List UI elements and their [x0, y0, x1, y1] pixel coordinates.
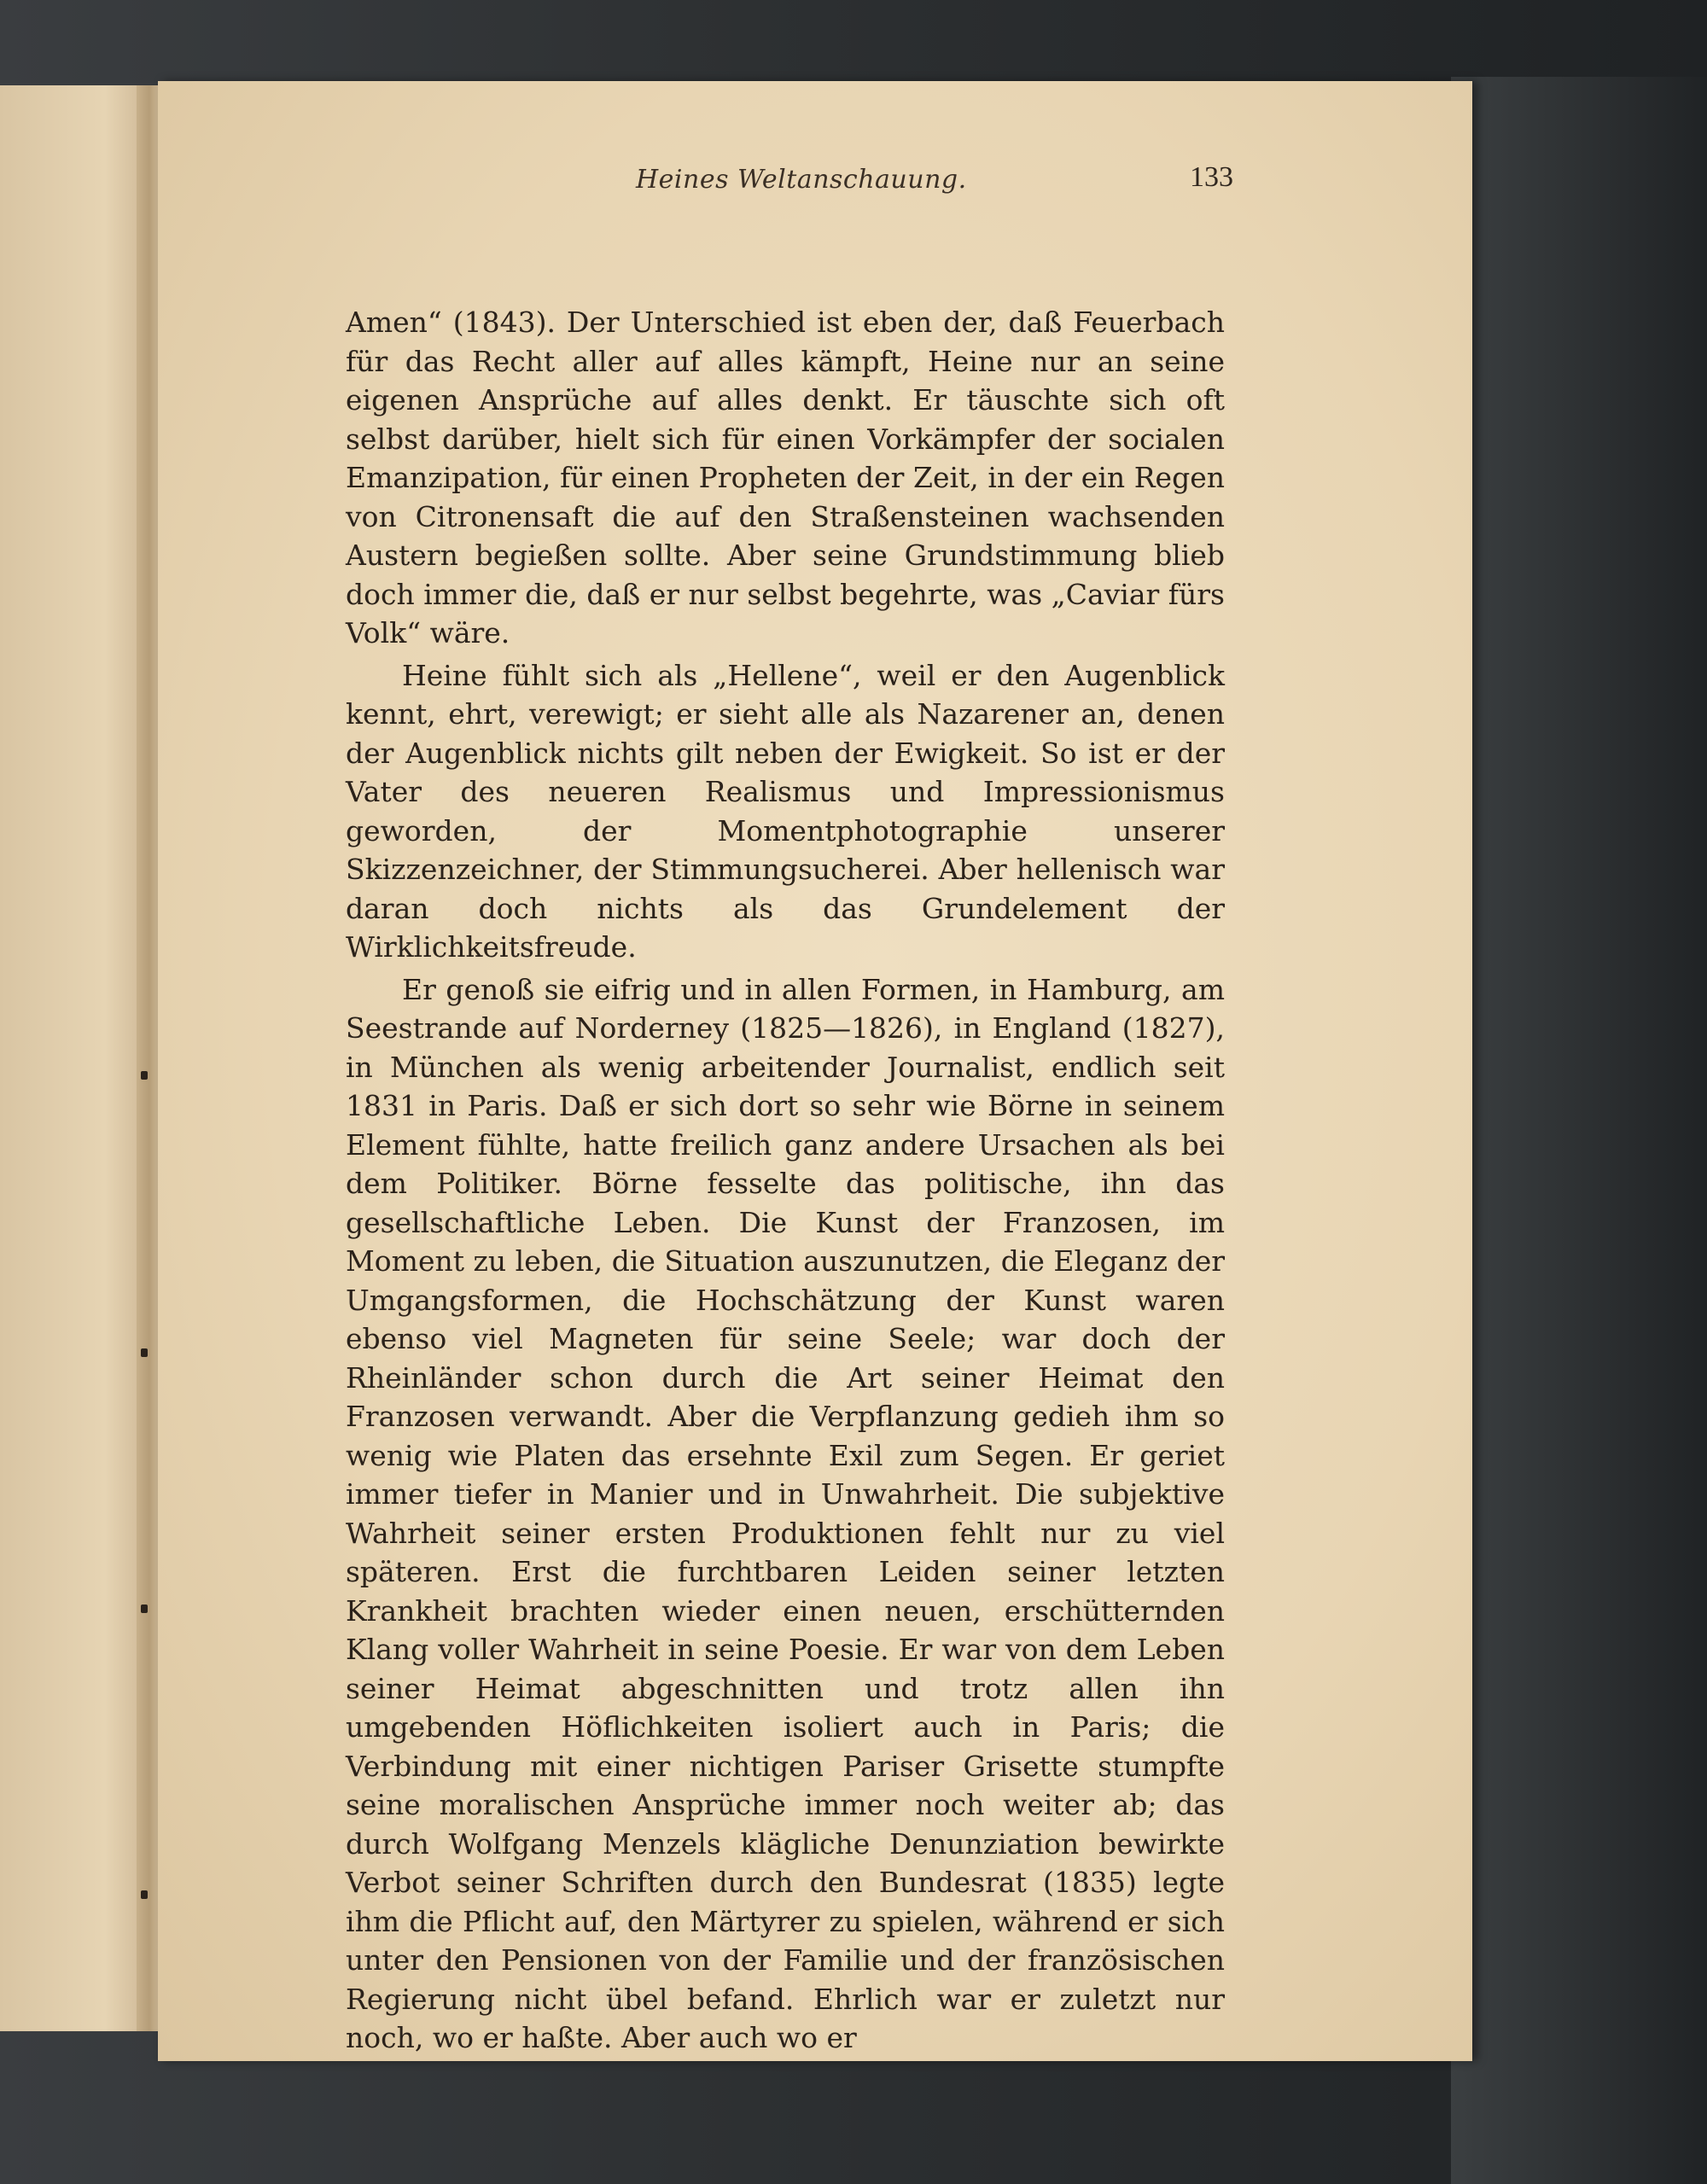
page-header: [337, 156, 1233, 207]
paragraph: Er genoß sie eifrig und in allen Formen, in Hamburg, am Seestrande auf Norderney (1825—1826), in England (1827), in München als wenig arbeitender Journalist, endlich seit 1831 in Paris. Daß er sich dort so sehr wie Börne in seinem Element fühlte, hatte freilich ganz andere Ursachen als bei dem Politiker. Börne fesselte das politische, ihn das gesellschaftliche Leben. Die Kunst der Franzosen, im Moment zu leben, die Situation auszunutzen, die Eleganz der Umgangsformen, die Hochschätzung der Kunst waren ebenso viel Magneten für seine Seele; war doch der Rheinländer schon durch die Art seiner Heimat den Franzosen verwandt. Aber die Verpflanzung gedieh ihm so wenig wie Platen das ersehnte Exil zum Segen. Er geriet immer tiefer in Manier und in Unwahrheit. Die subjektive Wahrheit seiner ersten Produktionen fehlt nur zu viel späteren. Erst die furchtbaren Leiden seiner letzten Krankheit brachten wieder einen neuen, erschütternden Klang voller Wahrheit in seine Poesie. Er war von dem Leben seiner Heimat abgeschnitten und trotz allen ihn umgebenden Höflichkeiten isoliert auch in Paris; die Verbindung mit einer nichtigen Pariser Grisette stumpfte seine moralischen Ansprüche immer noch weiter ab; das durch Wolfgang Menzels klägliche Denunziation bewirkte Verbot seiner Schriften durch den Bundesrat (1835) legte ihm die Pflicht auf, den Märtyrer zu spielen, während er sich unter den Pensionen von der Familie und der französischen Regierung nicht übel befand. Ehrlich war er zuletzt nur noch, wo er haßte. Aber auch wo er: [346, 972, 1225, 2054]
margin-speck: [141, 1071, 148, 1080]
margin-speck: [141, 1348, 148, 1357]
margin-speck: [141, 1890, 148, 1899]
page-number: 133: [1190, 161, 1233, 193]
book-cover-edge: [1451, 77, 1707, 2184]
paragraph: Amen“ (1843). Der Unterschied ist eben der, daß Feuerbach für das Recht aller auf alles kämpft, Heine nur an seine eigenen Ansprüche auf alles denkt. Er täuschte sich oft selbst darüber, hielt sich für einen Vorkämpfer der socialen Emanzipation, für einen Propheten der Zeit, in der ein Regen von Citronensaft die auf den Straßensteinen wachsenden Austern begießen sollte. Aber seine Grundstimmung blieb doch immer die, daß er nur selbst begehrte, was „Caviar fürs Volk“ wäre.: [346, 306, 1225, 649]
left-page-edge: [0, 85, 150, 2031]
page-body: [346, 303, 1225, 2061]
paragraph: Heine fühlt sich als „Hellene“, weil er den Augenblick kennt, ehrt, verewigt; er sieht alle als Nazarener an, denen der Augenblick nichts gilt neben der Ewigkeit. So ist er der Vater des neueren Realismus und Impressionismus geworden, der Momentphotographie unserer Skizzenzeichner, der Stimmungsucherei. Aber hellenisch war daran doch nichts als das Grundelement der Wirklichkeitsfreude.: [346, 658, 1225, 964]
margin-speck: [141, 1605, 148, 1613]
running-title: Heines Weltanschauung.: [636, 165, 967, 195]
